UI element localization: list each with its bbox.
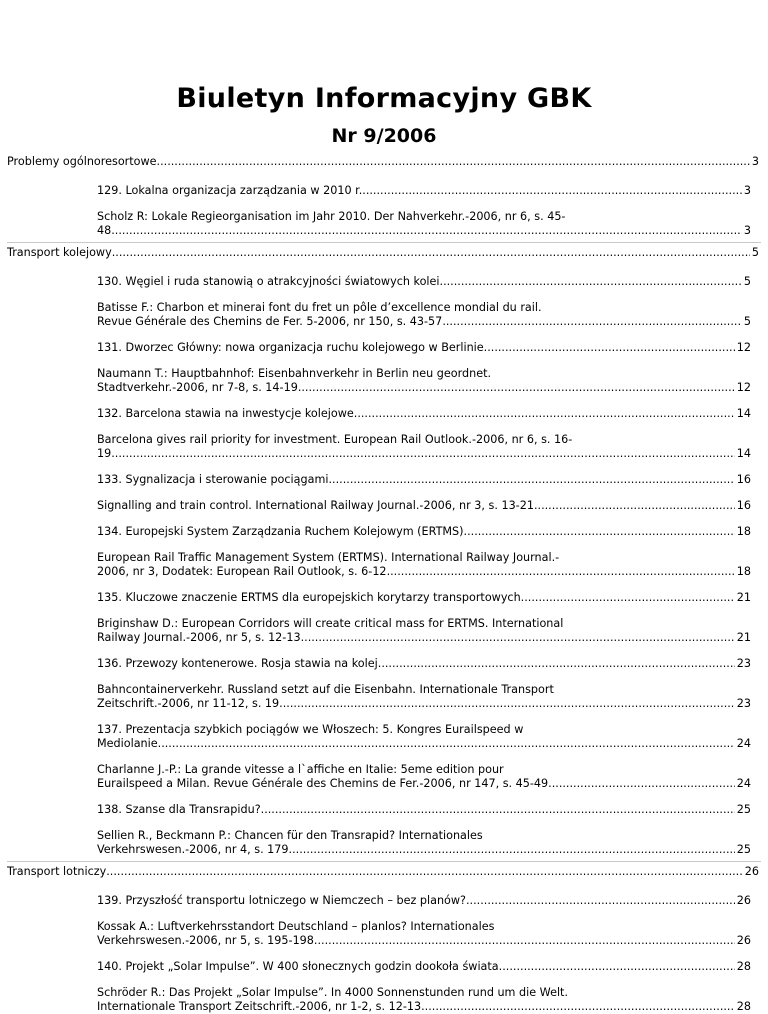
toc-page-number: 16 (736, 473, 751, 486)
dot-leader (106, 865, 743, 879)
toc-line (97, 341, 751, 355)
toc-entry-text: Eurailspeed a Milan. Revue Générale des Chemins de Fer.-2006, nr 147, s. 45-49. (97, 777, 552, 790)
toc-line (97, 631, 751, 645)
toc-line (97, 894, 751, 908)
dot-leader (301, 631, 735, 645)
section-divider (7, 861, 761, 862)
toc-line (97, 1000, 751, 1014)
toc-line (97, 591, 751, 605)
dot-leader (111, 447, 735, 461)
dot-leader (425, 1000, 735, 1014)
toc-entry-link[interactable] (97, 210, 751, 238)
toc-entry-link[interactable] (97, 960, 751, 974)
dot-leader (158, 737, 735, 751)
dot-leader (524, 591, 735, 605)
toc-page-number: 24 (736, 737, 751, 750)
toc-entry-text: 19 (97, 447, 112, 460)
dot-leader (387, 565, 735, 579)
toc-page-number: 26 (744, 865, 759, 878)
toc-line (97, 224, 751, 238)
toc-entry-link[interactable] (97, 617, 751, 645)
toc-page-number: 21 (736, 631, 751, 644)
toc-entry-link[interactable] (97, 657, 751, 671)
toc-entry-link[interactable] (97, 803, 751, 817)
toc-line (97, 803, 751, 817)
toc-line (97, 499, 751, 513)
toc-line (97, 960, 751, 974)
toc-entry-text: Mediolanie (97, 737, 158, 750)
toc-entry-link[interactable] (97, 407, 751, 421)
toc-entry-text: 137. Prezentacja szybkich pociągów we Włoszech: 5. Kongres Eurailspeed w (97, 723, 524, 736)
dot-leader (381, 657, 734, 671)
toc-entry-link[interactable] (97, 986, 751, 1014)
toc-page-number: 24 (736, 777, 751, 790)
toc-entry-text: Verkehrswesen.-2006, nr 4, s. 179. (97, 843, 293, 856)
toc-entry-text: 129. Lokalna organizacja zarządzania w 2010 r. (97, 184, 363, 197)
toc-page-number: 5 (751, 246, 759, 259)
toc-page-number: 16 (736, 499, 751, 512)
toc-entry-text: Stadtverkehr.-2006, nr 7-8, s. 14-19. (97, 381, 302, 394)
toc-entry-link[interactable] (97, 433, 751, 461)
toc-entry-link[interactable] (97, 829, 751, 857)
toc-entry-text: 133. Sygnalizacja i sterowanie pociągami (97, 473, 329, 486)
toc-line (97, 737, 751, 751)
toc-entry-link[interactable] (97, 683, 751, 711)
toc-entry-link[interactable] (97, 920, 751, 948)
dot-leader (552, 777, 735, 791)
toc-entry-text: 136. Przewozy kontenerowe. Rosja stawia na kolej. (97, 657, 382, 670)
toc-line (7, 155, 759, 169)
dot-leader (499, 960, 735, 974)
toc-entry-text: Charlanne J.-P.: La grande vitesse a l`affiche en Italie: 5eme edition pour (97, 763, 504, 776)
dot-leader (466, 894, 735, 908)
toc-entry-text: 132. Barcelona stawia na inwestycje kolejowe. (97, 407, 358, 420)
toc-entry-text: Bahncontainerverkehr. Russland setzt auf die Eisenbahn. Internationale Transport (97, 683, 554, 696)
toc-entry-text: Scholz R: Lokale Regieorganisation im Jahr 2010. Der Nahverkehr.-2006, nr 6, s. 45- (97, 210, 566, 223)
toc-line (97, 275, 751, 289)
toc-page-number: 21 (736, 591, 751, 604)
toc-entry-text: Transport kolejowy (7, 246, 112, 259)
toc-entry-text: Internationale Transport Zeitschrift.-2006, nr 1-2, s. 12-13. (97, 1000, 425, 1013)
toc-line (97, 473, 751, 487)
toc-entry-link[interactable] (97, 525, 751, 539)
toc-entry-text: 131. Dworzec Główny: nowa organizacja ruchu kolejowego w Berlinie. (97, 341, 488, 354)
toc-page-number: 25 (736, 803, 751, 816)
toc-line (7, 865, 759, 879)
toc-line (7, 246, 759, 260)
dot-leader (442, 315, 742, 329)
toc-page-number: 12 (736, 381, 751, 394)
toc-entry-link[interactable] (97, 763, 751, 791)
toc-entry-link[interactable] (97, 499, 751, 513)
toc-entry-text: Zeitschrift.-2006, nr 11-12, s. 19 (97, 697, 280, 710)
toc-page-number: 23 (736, 697, 751, 710)
toc-entry-text: 140. Projekt „Solar Impulse”. W 400 słonecznych godzin dookoła świata (97, 960, 499, 973)
toc-entry-link[interactable] (97, 275, 751, 289)
toc-page-number: 5 (743, 315, 751, 328)
toc-entry-text: Problemy ogólnoresortowe (7, 155, 157, 168)
toc-entry-link[interactable] (97, 591, 751, 605)
dot-leader (279, 697, 735, 711)
dot-leader (157, 155, 750, 169)
toc-entry-text: Signalling and train control. International Railway Journal.-2006, nr 3, s. 13-21. (97, 499, 538, 512)
dot-leader (538, 499, 735, 513)
toc-entry-link[interactable] (97, 894, 751, 908)
toc-entry-link[interactable] (97, 341, 751, 355)
issue-number: Nr 9/2006 (331, 125, 437, 147)
toc-entry-text: 48 (97, 224, 112, 237)
dot-leader (112, 246, 750, 260)
toc-entry-text: European Rail Traffic Management System (ERTMS). International Railway Journal.- (97, 551, 560, 564)
dot-leader (261, 803, 735, 817)
toc-section-link[interactable] (7, 865, 759, 879)
dot-leader (301, 381, 734, 395)
toc-page-number: 18 (736, 525, 751, 538)
toc-entry-link[interactable] (97, 473, 751, 487)
toc-line (97, 315, 751, 329)
toc-page-number: 3 (743, 224, 751, 237)
dot-leader (357, 407, 734, 421)
toc-entry-text: Barcelona gives rail priority for investment. European Rail Outlook.-2006, nr 6, s. 16- (97, 433, 573, 446)
toc-entry-text: Railway Journal.-2006, nr 5, s. 12-13 (97, 631, 301, 644)
dot-leader (292, 843, 735, 857)
toc-entry-text: Briginshaw D.: European Corridors will create critical mass for ERTMS. International (97, 617, 564, 630)
toc-entry-text: 139. Przyszłość transportu lotniczego w Niemczech – bez planów? (97, 894, 466, 907)
toc-entry-text: Revue Générale des Chemins de Fer. 5-2006, nr 150, s. 43-57 (97, 315, 443, 328)
toc-line (97, 447, 751, 461)
toc-entry-text: 130. Węgiel i ruda stanowią o atrakcyjności światowych kolei (97, 275, 440, 288)
toc-page-number: 28 (736, 1000, 751, 1013)
toc-page-number: 5 (743, 275, 751, 288)
toc-page-number: 3 (751, 155, 759, 168)
toc-line (97, 565, 751, 579)
toc-entry-link[interactable] (97, 551, 751, 579)
toc-entry-text: Kossak A.: Luftverkehrsstandort Deutschland – planlos? Internationales (97, 920, 495, 933)
toc-entry-text: 2006, nr 3, Dodatek: European Rail Outlook, s. 6-12 (97, 565, 387, 578)
toc-entry-text: Batisse F.: Charbon et minerai font du fret un pôle d’excellence mondial du rail. (97, 301, 542, 314)
toc-page-number: 23 (736, 657, 751, 670)
section-divider (7, 242, 761, 243)
dot-leader (314, 934, 735, 948)
toc-entry-text: Sellien R., Beckmann P.: Chancen für den Transrapid? Internationales (97, 829, 483, 842)
toc-line (97, 843, 751, 857)
dot-leader (464, 525, 735, 539)
toc-line (97, 657, 751, 671)
dot-leader (440, 275, 742, 289)
dot-leader (111, 224, 742, 238)
toc-line (97, 697, 751, 711)
dot-leader (487, 341, 735, 355)
toc-page-number: 28 (736, 960, 751, 973)
dot-leader (328, 473, 734, 487)
toc-entry-link[interactable] (97, 301, 751, 329)
toc-section-link[interactable] (7, 246, 759, 260)
toc-page-number: 26 (736, 894, 751, 907)
toc-entry-link[interactable] (97, 367, 751, 395)
toc-entry-text: Schröder R.: Das Projekt „Solar Impulse”. In 4000 Sonnenstunden rund um die Welt. (97, 986, 569, 999)
toc-page-number: 14 (736, 407, 751, 420)
toc-entry-text: 134. Europejski System Zarządzania Ruchem Kolejowym (ERTMS) (97, 525, 464, 538)
toc-page-number: 14 (736, 447, 751, 460)
toc-entry-text: Naumann T.: Hauptbahnhof: Eisenbahnverkehr in Berlin neu geordnet. (97, 367, 492, 380)
toc-entry-link[interactable] (97, 723, 751, 751)
toc-line (97, 525, 751, 539)
toc-entry-text: 135. Kluczowe znaczenie ERTMS dla europejskich korytarzy transportowych. (97, 591, 525, 604)
toc-section-link[interactable] (7, 155, 759, 169)
toc-line (97, 934, 751, 948)
toc-page-number: 25 (736, 843, 751, 856)
document-title: Biuletyn Informacyjny GBK (176, 83, 592, 114)
toc-line (97, 407, 751, 421)
toc-entry-link[interactable] (97, 184, 751, 198)
toc-entry-text: Transport lotniczy (7, 865, 107, 878)
dot-leader (362, 184, 742, 198)
toc-entry-text: Verkehrswesen.-2006, nr 5, s. 195-198 (97, 934, 314, 947)
toc-line (97, 381, 751, 395)
toc-page-number: 26 (736, 934, 751, 947)
toc-page-number: 3 (743, 184, 751, 197)
toc-page-number: 12 (736, 341, 751, 354)
toc-page-number: 18 (736, 565, 751, 578)
toc-entry-text: 138. Szanse dla Transrapidu? (97, 803, 261, 816)
toc-line (97, 184, 751, 198)
toc-line (97, 777, 751, 791)
